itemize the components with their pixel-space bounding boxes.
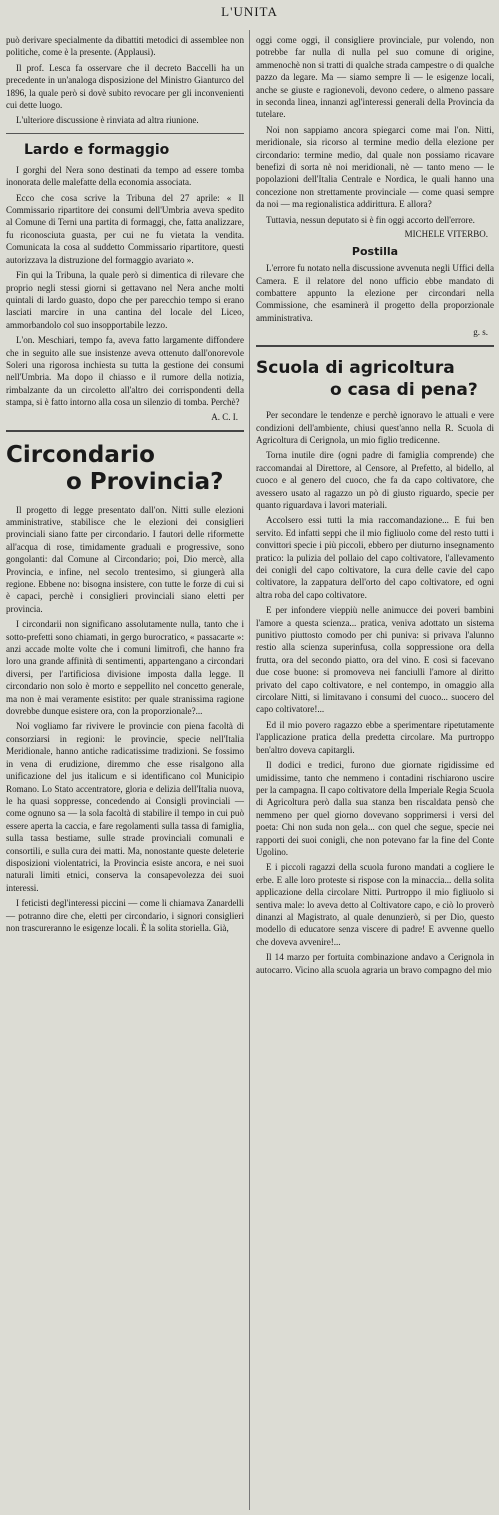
section-divider xyxy=(6,133,244,134)
article-paragraph: E per infondere vieppiù nelle animucce dei poveri bambini l'amore a questa scienza... pratica, veniva adottato un sistema punitivo piuttosto comodo per chi puniva: si privava l'alunno restio alla scienza superinfusa, colla soppressione ora della frutta, ora del secondo piatto, ora del vino. E così si facevano due cose buone: si promoveva nei fanciulli l'amore al diritto privato del capo coltivatore, e nel contempo, in omaggio alla circolare Nitti, si limitavano i consumi del cuoco... suocero del capo coltivatore!... xyxy=(256,605,494,715)
article-paragraph: Ed il mio povero ragazzo ebbe a sperimentare ripetutamente l'applicazione pratica della predetta circolare. Ma purtroppo ben'altro doveva capitargli. xyxy=(256,719,494,755)
article-paragraph: L'on. Meschiari, tempo fa, aveva fatto largamente diffondere che in seguito alle sue insistenze aveva ottenuto dall'onorevole Soleri una rigorosa inchiesta su tutta la gestione dei consumi nell'Umbria. Ma dopo il chiasso e il rumore della notizia, rimbalzante da un circoletto all'altro dei corrispondenti della stampa, si è fatto intorno alla cosa un silenzio di tomba. Perchè? xyxy=(6,335,244,408)
article-signature: A. C. I. xyxy=(211,411,238,422)
intro-paragraph: può derivare specialmente da dibattiti metodici di assemblee non politiche, come è la presente. (Applausi). xyxy=(6,35,244,58)
article-title-lardo: Lardo e formaggio xyxy=(24,141,170,158)
article-paragraph: E i piccoli ragazzi della scuola furono mandati a cogliere le erbe. E alle loro proteste si rispose con la minaccia... della solita applicazione della circolare Nitti. Purtroppo il mio figliuolo si sentiva male: lo aveva detto al Coltivatore capo, e ciò lo proverò dinanzi al Magistrato, al quale denunzierò, si per Dio, questo modello di educatore senza viscere di padre! E avvenne quello che doveva avvenire!... xyxy=(256,862,494,947)
article-paragraph: Fin qui la Tribuna, la quale però si dimentica di rilevare che proprio negli stessi giorni si gettavano nel Nera anche molti quintali di lardo guasto, dopo che per parecchio tempo si erano lasciati marcire in una cantina del locale del Liceo, ammorbandolo col suo insopportabile lezzo. xyxy=(6,270,244,330)
article-paragraph: I feticisti degl'interessi piccini — come li chiamava Zanardelli — potranno dire che, eletti per circondario, i signori consiglieri non trascureranno le esigenze locali. È la solita storiella. Già, xyxy=(6,898,244,933)
article-paragraph: Noi vogliamo far rivivere le provincie con piena facoltà di consorziarsi in regioni: le provincie, specie nell'Italia Meridionale, hanno antiche radicatissime tradizioni. Se fossimo in vena di erudizione, diremmo che esse risalgono alla unificazione del jus italicum e si identificano col Municipio Romano. Lo Stato accentratore, gloria e delizia dell'Italia nuova, le ha quasi soppresse, concedendo ai Consigli provinciali — come ognuno sa — la sola facoltà di stabilire il tempo in cui può essere aperta la caccia, e fare regolamenti sulla tassa di famiglia, sulla tassa bestiame, sulle strade provinciali comunali e consortili, e sulla cura dei matti. Ma, nonostante queste deleterie disposizioni violentatrici, la Provincia esiste ancora, e nei suoi naturali limiti etnici, conserva la consapevolezza dei suoi interessi. xyxy=(6,721,244,893)
article-title-circondario xyxy=(6,442,244,496)
title-line-2: o casa di pena? xyxy=(330,380,478,401)
right-column xyxy=(256,34,494,979)
article-paragraph: Il progetto di legge presentato dall'on. Nitti sulle elezioni amministrative, stabilisce che le elezioni dei consiglieri provinciali siano fatte per circondario. I fautori delle riformette all'acqua di rose, timidamente graduali e progressive, sono gongolanti: dal Comune al Circondario; poi, Dio mercè, alla Provincia, e infine, nel secolo trentesimo, si giungerà alla regione. Ebbene no: bisogna insistere, con tutte le forze di cui si è capaci, perchè i consiglieri provinciali siano eletti per provincia. xyxy=(6,504,244,614)
article-paragraph: Accolsero essi tutti la mia raccomandazione... E fui ben servito. Ed infatti seppi che il mio figliuolo come del resto tutti i convittori specie i più piccoli, ebbero per diuturno insegnamento pratico: la pulizia del pollaio del capo coltivatore, l'allevamento dei conigli del capo coltivatore, la cura delle cavie del capo coltivatore, la zappatura dell'orto del capo coltivatore, ed ogni altra roba del capo coltivatore. xyxy=(256,515,494,600)
article-paragraph: I gorghi del Nera sono destinati da tempo ad essere tomba inonorata delle malefatte della economia associata. xyxy=(6,164,244,188)
article-paragraph: Per secondare le tendenze e perchè ignoravo le attuali e vere condizioni dell'ambiente, chiusi quest'anno nella R. Scuola di Agricoltura di Cerignola, un mio figlio tredicenne. xyxy=(256,410,494,445)
article-paragraph: Ecco che cosa scrive la Tribuna del 27 aprile: « Il Commissario ripartitore dei consumi dell'Umbria aveva spedito al Comune di Terni una partita di formaggi, che, fatta analizzare, fu riconosciuta guasta, per cui ne fu vietata la vendita. Comunicata la cosa al suddetto Commissario ripartitore, questi autorizzava la distruzione del formaggio avariato ». xyxy=(6,192,244,265)
left-column xyxy=(6,34,244,937)
article-paragraph: oggi come oggi, il consigliere provinciale, pur volendo, non potrebbe far nulla di nulla pel suo comune di origine, ammenochè non si tratti di qualche strada campestre o di qualche pazzo da legare. Ma — siamo sempre lì — le esigenze locali, anche se giuste e ragionevoli, devono cedere, o almeno passare in seconda linea, innanzi agl'interessi generali della Provincia da tutelare. xyxy=(256,35,494,120)
section-divider xyxy=(6,430,244,432)
column-divider xyxy=(249,30,250,1510)
section-divider xyxy=(256,345,494,347)
article-signature: g. s. xyxy=(473,327,488,338)
article-paragraph: Il 14 marzo per fortuita combinazione andavo a Cerignola in autocarro. Vicino alla scuola agraria un bravo compagno del mio xyxy=(256,952,494,975)
postilla-title: Postilla xyxy=(351,245,399,259)
article-paragraph: Il dodici e tredici, furono due giornate rigidissime ed umidissime, tanto che nemmeno i contadini rischiarono uscire per la campagna. Il capo coltivatore della Imperiale Regia Scuola di Agricoltura però dalla sua stanza ben riscaldata pensò che nemmeno per quel giorno dovevano sopprimersi i versi del poeta: Chi non suda non gela... con quel che segue, specie nei rapporti dei suoi conigli, che non potevano far la fine del Conte Ugolino. xyxy=(256,760,494,857)
page-header xyxy=(0,4,499,26)
article-paragraph: Tuttavia, nessun deputato si è fin oggi accorto dell'errore. xyxy=(266,214,475,225)
intro-paragraph: Il prof. Lesca fa osservare che il decreto Baccelli ha un precedente in un'analoga disposizione del Ministro Gianturco del 1896, la quale però si dovè subito revocare per gli inconvenienti cui dette luogo. xyxy=(6,62,244,111)
article-paragraph: Noi non sappiamo ancora spiegarci come mai l'on. Nitti, meridionale, sia ricorso al termine medio della elezione per circondario: termine medio, dal quale non possiamo ricavare benefizi di sorta nè noi meridionali, nè — tanto meno — le popolazioni dell'Italia Centrale e Nordica, le quali hanno una concezione non strettamente provinciale — come quasi sempre da noi — ma regionalistica addirittura. E allora? xyxy=(256,124,494,210)
article-paragraph: L'errore fu notato nella discussione avvenuta negli Uffici della Camera. E il relatore del nono ufficio ebbe mandato di combattere appunto la elezione per circondari nella Commissione, che esaminerà il progetto della proporzionale amministrativa. xyxy=(256,263,494,323)
article-signature: MICHELE VITERBO. xyxy=(404,229,488,240)
title-line-1: Scuola di agricoltura xyxy=(256,358,455,379)
intro-paragraph: L'ulteriore discussione è rinviata ad altra riunione. xyxy=(16,115,199,126)
article-title-scuola xyxy=(256,357,494,401)
title-line-2: o Provincia? xyxy=(66,468,224,495)
newspaper-title: L'UNITA xyxy=(221,4,278,19)
article-paragraph: Torna inutile dire (ogni padre di famiglia comprende) che raccomandai al Direttore, al Censore, al Prefetto, al bidello, al cuoco e al genero del cuoco, che fa da capo coltivatore, che avessero usato al ragazzo un pò di giusto riguardo, specie per quanto riguardava i lavori materiali. xyxy=(256,450,494,510)
article-paragraph: I circondarii non significano assolutamente nulla, tanto che i sotto-prefetti sono chiamati, in gergo burocratico, « passacarte »: anzi accade molte volte che i comuni limitrofi, che hanno fra loro una grande affinità di sentimenti, appartengano a circondari diversi, per l'artificiosa divisione imposta dalla legge. Il circondario non solo è morto e seppellito nel concetto generale, ma non è mai veramente esistito: per quale stranissima ragione dovrebbe dunque esistere ora, con la proporzionale?... xyxy=(6,619,244,717)
title-line-1: Circondario xyxy=(6,441,155,468)
